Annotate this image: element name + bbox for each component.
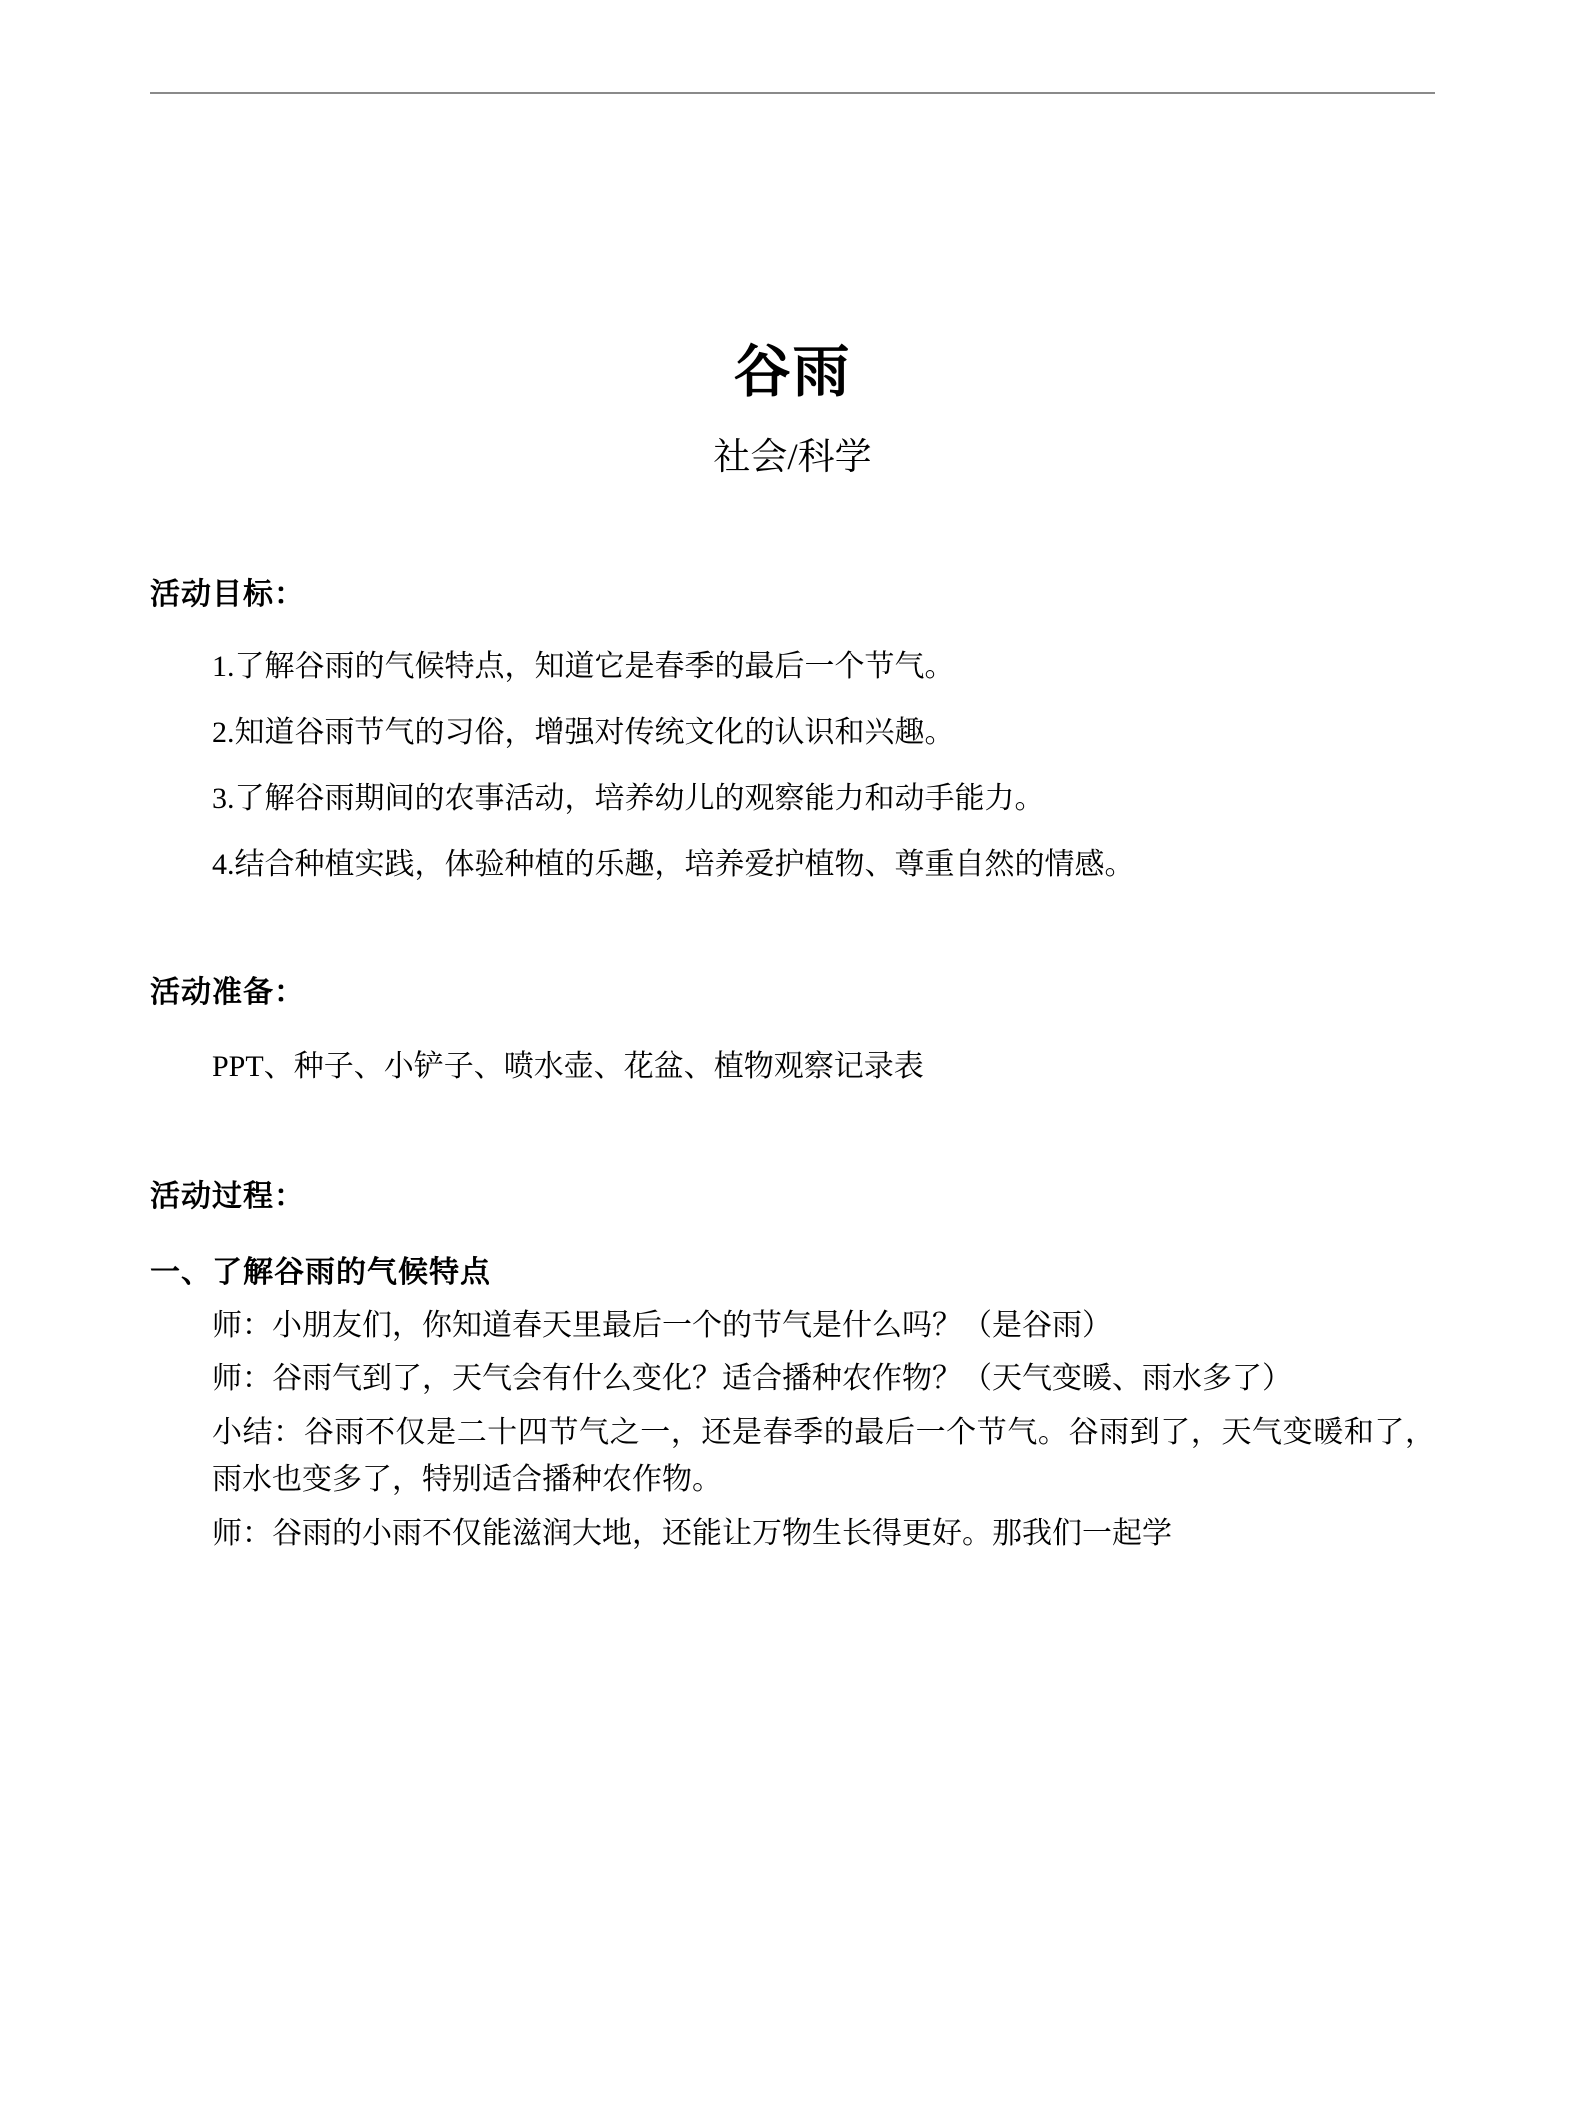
page-title: 谷雨 [733,341,852,404]
document-content [150,300,1435,1557]
preparation-items: PPT、种子、小铲子、喷水壶、花盆、植物观察记录表 [212,1050,924,1083]
objectives-heading: 活动目标： [150,578,305,611]
header-divider [150,92,1435,94]
process-heading: 活动过程： [150,1180,305,1213]
list-item: 1.了解谷雨的气候特点，知道它是春季的最后一个节气。 [212,650,955,683]
objectives-list [150,610,1435,880]
paragraph: 小结：谷雨不仅是二十四节气之一，还是春季的最后一个节气。谷雨到了，天气变暖和了，雨水也变多了，特别适合播种农作物。 [212,1415,1435,1497]
step-one-heading: 一、了解谷雨的气候特点 [150,1256,491,1289]
page-subtitle: 社会/科学 [713,437,872,478]
list-item: 4.结合种植实践，体验种植的乐趣，培养爱护植物、尊重自然的情感。 [212,848,1135,881]
list-item: 3.了解谷雨期间的农事活动，培养幼儿的观察能力和动手能力。 [212,782,1045,815]
paragraph: 师：谷雨的小雨不仅能滋润大地，还能让万物生长得更好。那我们一起学 [212,1516,1172,1550]
paragraph: 师：谷雨气到了，天气会有什么变化？适合播种农作物？（天气变暖、雨水多了） [212,1362,1292,1396]
preparation-heading: 活动准备： [150,976,305,1009]
list-item: 2.知道谷雨节气的习俗，增强对传统文化的认识和兴趣。 [212,716,955,749]
paragraph: 师：小朋友们，你知道春天里最后一个的节气是什么吗？（是谷雨） [212,1309,1112,1342]
